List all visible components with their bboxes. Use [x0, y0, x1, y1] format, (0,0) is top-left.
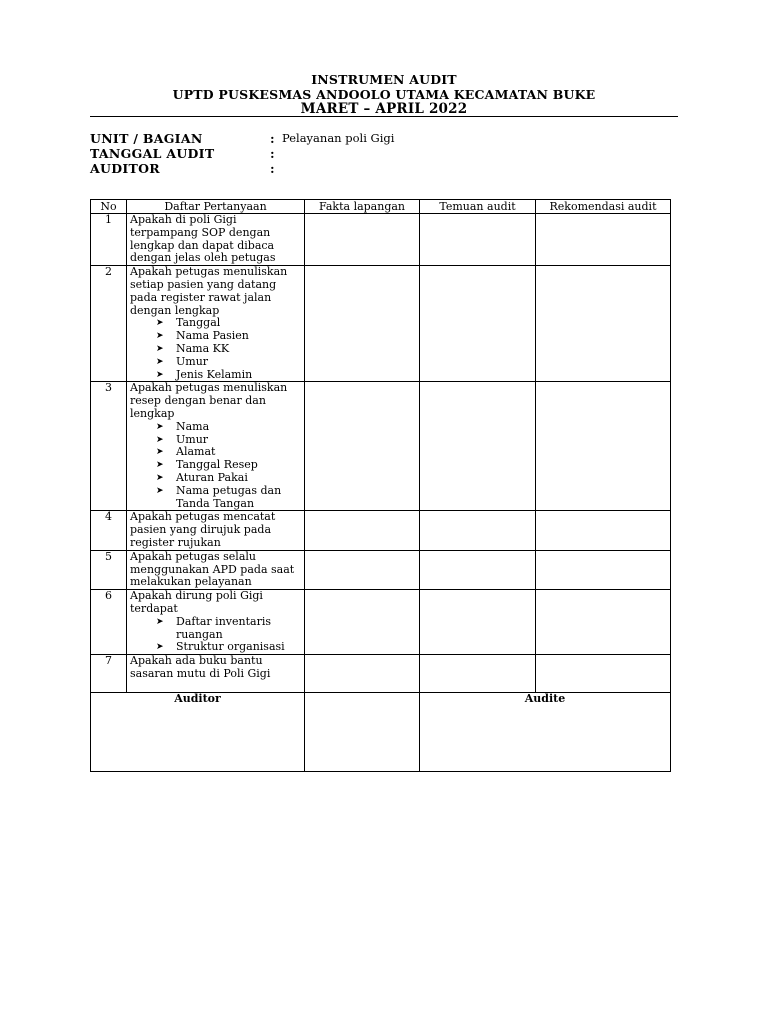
- table-header-row: [91, 200, 671, 214]
- question-text: Apakah ada buku bantu sasaran mutu di Poli Gigi: [130, 654, 271, 680]
- checklist-item-text: Tanggal: [176, 316, 221, 330]
- row-number: 5: [91, 550, 127, 589]
- checklist-item-text: Daftar inventaris ruangan: [176, 614, 271, 641]
- facts-cell[interactable]: [305, 214, 420, 266]
- table-body: [91, 214, 671, 693]
- row-number: 3: [91, 382, 127, 511]
- arrow-bullet-icon: ➤: [156, 472, 164, 483]
- col-header-recommendation: Rekomendasi audit: [536, 200, 671, 214]
- checklist-item: [156, 369, 301, 382]
- auditor-signature-cell[interactable]: [91, 693, 305, 772]
- col-header-findings: Temuan audit: [420, 200, 536, 214]
- date-label: TANGGAL AUDIT: [90, 146, 215, 161]
- question-cell: [127, 655, 305, 693]
- arrow-bullet-icon: ➤: [156, 616, 164, 627]
- checklist-item: [156, 485, 301, 511]
- question-text: Apakah petugas menuliskan setiap pasien yang datang pada register rawat jalan dengan lengkap: [130, 265, 288, 317]
- recommendation-cell[interactable]: [536, 590, 671, 655]
- auditee-signature-cell[interactable]: [420, 693, 671, 772]
- question-text: Apakah dirung poli Gigi terdapat: [130, 589, 263, 615]
- checklist-item-text: Nama Pasien: [176, 329, 249, 343]
- question-text: Apakah petugas mencatat pasien yang dirujuk pada register rujukan: [130, 510, 276, 549]
- checklist-item-text: Nama: [176, 419, 210, 433]
- findings-cell[interactable]: [420, 655, 536, 693]
- question-cell: [127, 590, 305, 655]
- facts-cell[interactable]: [305, 511, 420, 550]
- checklist-items: [130, 616, 301, 654]
- unit-label: UNIT / BAGIAN: [90, 131, 203, 146]
- checklist-item-text: Umur: [176, 354, 209, 368]
- arrow-bullet-icon: ➤: [156, 356, 164, 367]
- arrow-bullet-icon: ➤: [156, 421, 164, 432]
- findings-cell[interactable]: [420, 382, 536, 511]
- recommendation-cell[interactable]: [536, 214, 671, 266]
- question-cell: [127, 382, 305, 511]
- recommendation-cell[interactable]: [536, 511, 671, 550]
- arrow-bullet-icon: ➤: [156, 434, 164, 445]
- question-text: Apakah di poli Gigi terpampang SOP dengan lengkap dan dapat dibaca dengan jelas oleh petugas: [130, 213, 276, 265]
- question-cell: [127, 511, 305, 550]
- auditor-sign-label: Auditor: [174, 692, 221, 706]
- table-row: [91, 655, 671, 693]
- arrow-bullet-icon: ➤: [156, 447, 164, 458]
- checklist-items: [130, 317, 301, 381]
- recommendation-cell[interactable]: [536, 550, 671, 589]
- col-header-no: No: [91, 200, 127, 214]
- checklist-item: [156, 641, 301, 654]
- auditor-label: AUDITOR: [90, 161, 160, 176]
- checklist-item: [156, 616, 301, 642]
- recommendation-cell[interactable]: [536, 266, 671, 382]
- facts-cell[interactable]: [305, 382, 420, 511]
- table-row: [91, 266, 671, 382]
- signature-spacer-cell: [305, 693, 420, 772]
- doc-title: INSTRUMEN AUDIT: [311, 72, 457, 87]
- arrow-bullet-icon: ➤: [156, 485, 164, 496]
- audit-table: [90, 199, 671, 772]
- facts-cell[interactable]: [305, 590, 420, 655]
- findings-cell[interactable]: [420, 266, 536, 382]
- table-row: [91, 511, 671, 550]
- signature-row: [91, 693, 671, 772]
- arrow-bullet-icon: ➤: [156, 331, 164, 342]
- header-divider: [90, 116, 678, 117]
- table-row: [91, 550, 671, 589]
- row-number: 7: [91, 655, 127, 693]
- facts-cell[interactable]: [305, 266, 420, 382]
- arrow-bullet-icon: ➤: [156, 460, 164, 471]
- findings-cell[interactable]: [420, 590, 536, 655]
- checklist-item-text: Tanggal Resep: [176, 458, 258, 472]
- checklist-item-text: Umur: [176, 432, 209, 446]
- question-cell: [127, 214, 305, 266]
- auditee-sign-label: Audite: [524, 692, 566, 706]
- findings-cell[interactable]: [420, 214, 536, 266]
- col-header-question: Daftar Pertanyaan: [127, 200, 305, 214]
- checklist-items: [130, 421, 301, 511]
- row-number: 6: [91, 590, 127, 655]
- auditor-colon: :: [270, 161, 275, 176]
- checklist-item-text: Alamat: [176, 445, 216, 459]
- row-number: 2: [91, 266, 127, 382]
- table-row: [91, 382, 671, 511]
- checklist-item-text: Struktur organisasi: [176, 640, 285, 654]
- arrow-bullet-icon: ➤: [156, 369, 164, 380]
- checklist-item-text: Aturan Pakai: [176, 470, 248, 484]
- findings-cell[interactable]: [420, 511, 536, 550]
- doc-period: MARET – APRIL 2022: [300, 101, 468, 117]
- facts-cell[interactable]: [305, 550, 420, 589]
- date-colon: :: [270, 146, 275, 161]
- question-text: Apakah petugas selalu menggunakan APD pada saat melakukan pelayanan: [130, 549, 295, 589]
- table-row: [91, 214, 671, 266]
- recommendation-cell[interactable]: [536, 655, 671, 693]
- checklist-item-text: Nama petugas dan Tanda Tangan: [176, 483, 282, 510]
- unit-colon: :: [270, 131, 275, 146]
- question-text: Apakah petugas menuliskan resep dengan benar dan lengkap: [130, 381, 288, 420]
- document-header: [0, 72, 768, 117]
- question-cell: [127, 550, 305, 589]
- col-header-facts: Fakta lapangan: [305, 200, 420, 214]
- unit-value: Pelayanan poli Gigi: [282, 131, 395, 145]
- recommendation-cell[interactable]: [536, 382, 671, 511]
- checklist-item-text: Jenis Kelamin: [176, 367, 253, 381]
- arrow-bullet-icon: ➤: [156, 642, 164, 653]
- question-cell: [127, 266, 305, 382]
- row-number: 4: [91, 511, 127, 550]
- doc-subtitle: UPTD PUSKESMAS ANDOOLO UTAMA KECAMATAN BUKE: [172, 87, 596, 102]
- arrow-bullet-icon: ➤: [156, 318, 164, 329]
- row-number: 1: [91, 214, 127, 266]
- arrow-bullet-icon: ➤: [156, 343, 164, 354]
- findings-cell[interactable]: [420, 550, 536, 589]
- facts-cell[interactable]: [305, 655, 420, 693]
- checklist-item-text: Nama KK: [176, 341, 230, 355]
- table-row: [91, 590, 671, 655]
